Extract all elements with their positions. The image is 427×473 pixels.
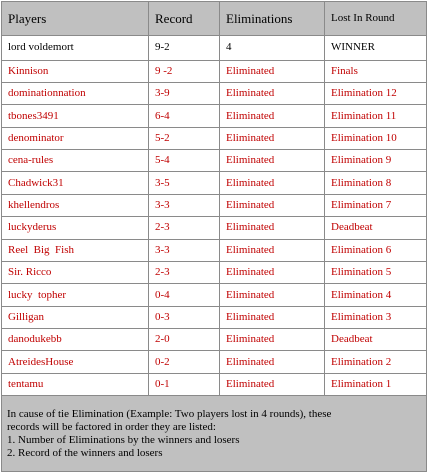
player-eliminations: Eliminated bbox=[220, 261, 325, 283]
player-eliminations: Eliminated bbox=[220, 127, 325, 149]
player-name: tbones3491 bbox=[2, 105, 149, 127]
player-eliminations: Eliminated bbox=[220, 351, 325, 373]
table-row bbox=[2, 150, 427, 172]
player-lost-in-round: Elimination 2 bbox=[325, 351, 427, 373]
tiebreak-rule-record: 2. Record of the winners and losers bbox=[7, 446, 163, 459]
winner-eliminations: 4 bbox=[220, 36, 325, 61]
player-name: dominationnation bbox=[2, 82, 149, 104]
player-lost-in-round: Deadbeat bbox=[325, 329, 427, 351]
player-eliminations: Eliminated bbox=[220, 329, 325, 351]
table-row bbox=[2, 239, 427, 261]
table-row bbox=[2, 284, 427, 306]
player-lost-in-round: Elimination 11 bbox=[325, 105, 427, 127]
table-row bbox=[2, 60, 427, 82]
player-lost-in-round: Elimination 5 bbox=[325, 261, 427, 283]
standings-body bbox=[2, 2, 427, 472]
player-eliminations: Eliminated bbox=[220, 150, 325, 172]
player-name: Sir. Ricco bbox=[2, 261, 149, 283]
winner-row bbox=[2, 36, 427, 61]
table-row bbox=[2, 329, 427, 351]
player-record: 2-3 bbox=[149, 217, 220, 239]
player-record: 3-9 bbox=[149, 82, 220, 104]
header-record: Record bbox=[149, 2, 220, 36]
player-eliminations: Eliminated bbox=[220, 284, 325, 306]
player-eliminations: Eliminated bbox=[220, 105, 325, 127]
header-eliminations: Eliminations bbox=[220, 2, 325, 36]
winner-record: 9-2 bbox=[149, 36, 220, 61]
table-row bbox=[2, 172, 427, 194]
player-name: lucky topher bbox=[2, 284, 149, 306]
player-lost-in-round: Elimination 3 bbox=[325, 306, 427, 328]
player-eliminations: Eliminated bbox=[220, 217, 325, 239]
player-record: 5-2 bbox=[149, 127, 220, 149]
player-record: 0-1 bbox=[149, 373, 220, 395]
player-eliminations: Eliminated bbox=[220, 194, 325, 216]
player-lost-in-round: Elimination 8 bbox=[325, 172, 427, 194]
player-lost-in-round: Elimination 9 bbox=[325, 150, 427, 172]
player-eliminations: Eliminated bbox=[220, 373, 325, 395]
player-lost-in-round: Elimination 4 bbox=[325, 284, 427, 306]
footer-row bbox=[2, 396, 427, 472]
player-record: 0-3 bbox=[149, 306, 220, 328]
player-lost-in-round: Deadbeat bbox=[325, 217, 427, 239]
tiebreak-note-line: records will be factored in order they are listed: bbox=[7, 420, 216, 433]
player-record: 3-5 bbox=[149, 172, 220, 194]
tiebreak-note-line: In cause of tie Elimination (Example: Two players lost in 4 rounds), these bbox=[7, 407, 332, 420]
table-row bbox=[2, 194, 427, 216]
player-name: AtreidesHouse bbox=[2, 351, 149, 373]
player-eliminations: Eliminated bbox=[220, 60, 325, 82]
table-row bbox=[2, 217, 427, 239]
player-name: cena-rules bbox=[2, 150, 149, 172]
player-record: 3-3 bbox=[149, 194, 220, 216]
table-row bbox=[2, 373, 427, 395]
player-eliminations: Eliminated bbox=[220, 82, 325, 104]
player-eliminations: Eliminated bbox=[220, 306, 325, 328]
winner-player: lord voldemort bbox=[2, 36, 149, 61]
table-row bbox=[2, 351, 427, 373]
player-lost-in-round: Elimination 10 bbox=[325, 127, 427, 149]
player-record: 2-3 bbox=[149, 261, 220, 283]
header-players: Players bbox=[2, 2, 149, 36]
player-eliminations: Eliminated bbox=[220, 239, 325, 261]
player-lost-in-round: Finals bbox=[325, 60, 427, 82]
header-row bbox=[2, 2, 427, 36]
player-record: 5-4 bbox=[149, 150, 220, 172]
player-lost-in-round: Elimination 12 bbox=[325, 82, 427, 104]
header-lost-in-round: Lost In Round bbox=[325, 2, 427, 36]
player-eliminations: Eliminated bbox=[220, 172, 325, 194]
player-record: 0-2 bbox=[149, 351, 220, 373]
winner-lost-in-round: WINNER bbox=[325, 36, 427, 61]
player-name: Chadwick31 bbox=[2, 172, 149, 194]
player-name: tentamu bbox=[2, 373, 149, 395]
player-name: Kinnison bbox=[2, 60, 149, 82]
tiebreak-note bbox=[2, 396, 427, 472]
tiebreak-rule-eliminations: 1. Number of Eliminations by the winners and losers bbox=[7, 433, 240, 446]
table-row bbox=[2, 127, 427, 149]
player-name: Reel Big Fish bbox=[2, 239, 149, 261]
player-name: Gilligan bbox=[2, 306, 149, 328]
player-lost-in-round: Elimination 7 bbox=[325, 194, 427, 216]
player-lost-in-round: Elimination 6 bbox=[325, 239, 427, 261]
player-record: 2-0 bbox=[149, 329, 220, 351]
table-row bbox=[2, 306, 427, 328]
table-row bbox=[2, 82, 427, 104]
player-name: luckyderus bbox=[2, 217, 149, 239]
player-lost-in-round: Elimination 1 bbox=[325, 373, 427, 395]
table-row bbox=[2, 105, 427, 127]
player-record: 9 -2 bbox=[149, 60, 220, 82]
player-name: denominator bbox=[2, 127, 149, 149]
player-name: danodukebb bbox=[2, 329, 149, 351]
player-name: khellendros bbox=[2, 194, 149, 216]
standings-table bbox=[1, 1, 427, 472]
player-record: 3-3 bbox=[149, 239, 220, 261]
player-record: 0-4 bbox=[149, 284, 220, 306]
table-row bbox=[2, 261, 427, 283]
player-record: 6-4 bbox=[149, 105, 220, 127]
